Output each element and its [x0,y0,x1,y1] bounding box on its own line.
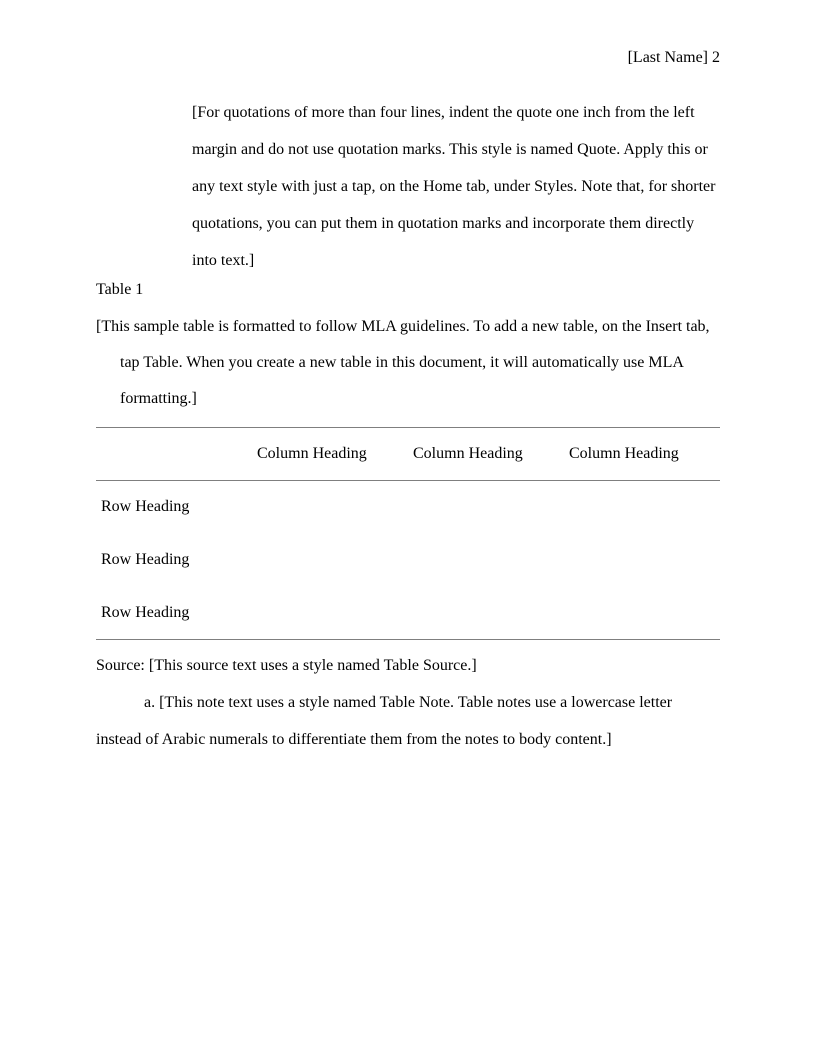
table-bottom-rule [96,639,720,640]
table-description-line: formatting.] [120,390,197,407]
table-description-line: tap Table. When you create a new table in this document, it will automatically use MLA [120,354,684,371]
table-note-line: a. [This note text uses a style named Table Note. Table notes use a lowercase letter [144,694,673,711]
quote-line: margin and do not use quotation marks. This style is named Quote. Apply this or [192,141,708,158]
table-description [96,316,720,424]
quote-line: quotations, you can put them in quotation marks and incorporate them directly [192,215,695,232]
quote-line: into text.] [192,252,255,269]
column-heading-1: Column Heading [257,445,367,462]
table-top-rule [96,427,720,428]
table-note [96,692,720,766]
table-label: Table 1 [96,281,144,298]
table-note-line: instead of Arabic numerals to differentiate them from the notes to body content.] [96,731,612,748]
quote-line: [For quotations of more than four lines, indent the quote one inch from the left [192,104,695,121]
column-heading-2: Column Heading [413,445,523,462]
row-heading-2: Row Heading [101,551,190,568]
running-head: [Last Name] 2 [627,49,720,66]
table-source: Source: [This source text uses a style named Table Source.] [96,657,477,674]
table-description-line: [This sample table is formatted to follow MLA guidelines. To add a new table, on the Insert tab, [96,318,710,335]
column-heading-3: Column Heading [569,445,679,462]
row-heading-1: Row Heading [101,498,190,515]
quote-line: any text style with just a tap, on the Home tab, under Styles. Note that, for shorter [192,178,716,195]
block-quote [192,94,720,279]
table-header-rule [96,480,720,481]
row-heading-3: Row Heading [101,604,190,621]
